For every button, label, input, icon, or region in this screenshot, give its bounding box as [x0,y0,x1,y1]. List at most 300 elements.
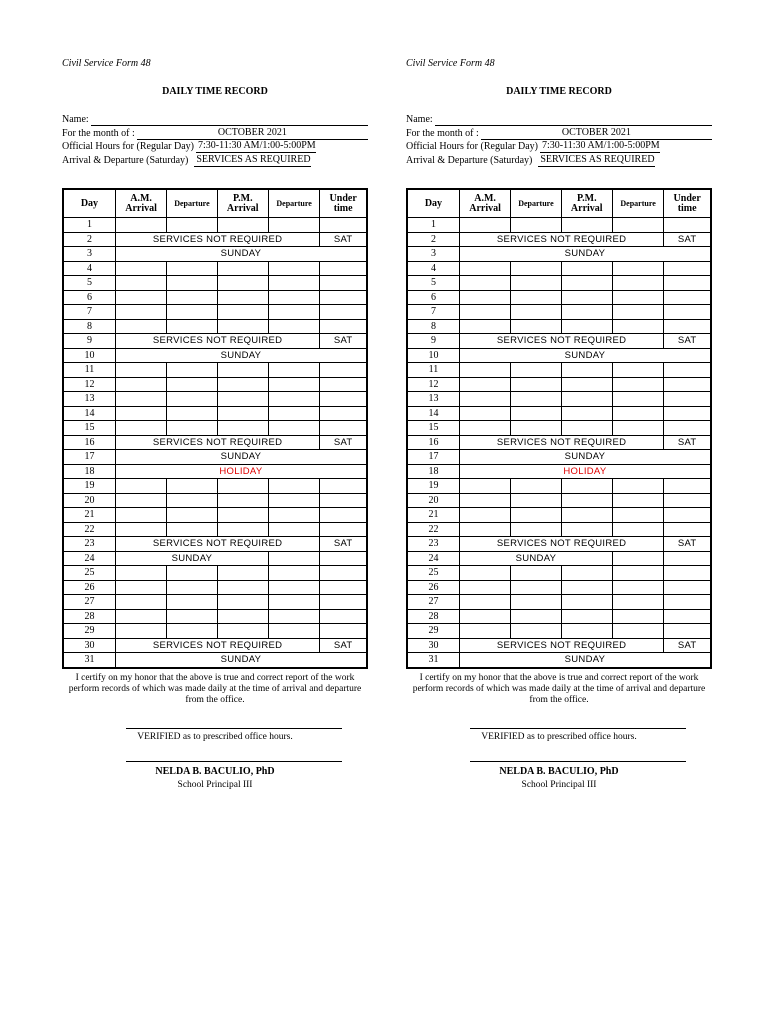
am-departure-cell[interactable] [511,493,561,508]
table-row [63,305,367,320]
pm-departure-cell[interactable] [268,508,319,523]
undertime-cell[interactable] [320,261,367,276]
table-row [63,508,367,523]
am-arrival-cell[interactable] [459,566,510,581]
pm-departure-cell[interactable] [612,595,663,610]
day-cell: 20 [407,493,459,508]
table-row [63,334,367,349]
undertime-cell[interactable] [664,493,711,508]
table-row [63,551,367,566]
pm-departure-cell[interactable] [612,218,663,233]
am-departure-cell[interactable] [511,261,561,276]
am-arrival-cell[interactable] [115,421,166,436]
status-note: SERVICES NOT REQUIRED [115,232,319,247]
pm-arrival-cell[interactable] [217,377,268,392]
undertime-cell[interactable] [664,566,711,581]
table-row [63,566,367,581]
am-arrival-cell[interactable] [115,609,166,624]
am-departure-cell[interactable] [511,624,561,639]
undertime-cell[interactable] [320,580,367,595]
saturday-row [406,154,712,168]
pm-departure-cell[interactable] [268,522,319,537]
undertime-cell[interactable] [664,276,711,291]
pm-arrival-cell[interactable] [217,276,268,291]
undertime-cell[interactable] [320,290,367,305]
pm-arrival-cell[interactable] [561,595,612,610]
official-hours-label: Official Hours for (Regular Day) [62,141,194,152]
am-departure-cell[interactable] [511,319,561,334]
am-departure-cell[interactable] [167,377,217,392]
am-departure-cell[interactable] [167,508,217,523]
undertime-cell[interactable] [664,218,711,233]
am-arrival-cell[interactable] [115,392,166,407]
am-arrival-cell[interactable] [115,624,166,639]
pm-departure-cell[interactable] [612,392,663,407]
am-departure-cell[interactable] [511,479,561,494]
am-arrival-cell[interactable] [459,276,510,291]
undertime-cell: SAT [664,537,711,552]
undertime-cell[interactable] [664,595,711,610]
pm-arrival-cell[interactable] [561,290,612,305]
day-cell: 15 [63,421,115,436]
pm-departure-cell[interactable] [612,377,663,392]
am-departure-cell[interactable] [167,493,217,508]
undertime-cell[interactable] [664,479,711,494]
am-departure-cell[interactable] [511,276,561,291]
pm-arrival-cell[interactable] [217,406,268,421]
pm-arrival-cell[interactable] [217,479,268,494]
am-departure-cell[interactable] [511,218,561,233]
table-row [407,609,711,624]
am-departure-cell[interactable] [167,595,217,610]
official-hours-row [62,140,368,154]
pm-arrival-cell[interactable] [561,609,612,624]
pm-departure-cell[interactable] [268,218,319,233]
time-record-table [62,188,368,669]
pm-arrival-cell[interactable] [217,609,268,624]
day-cell: 10 [407,348,459,363]
pm-departure-cell[interactable] [268,406,319,421]
undertime-cell[interactable] [320,508,367,523]
day-cell: 9 [63,334,115,349]
pm-departure-cell[interactable] [612,319,663,334]
am-departure-cell[interactable] [167,305,217,320]
pm-departure-cell[interactable] [268,261,319,276]
undertime-cell[interactable] [664,363,711,378]
am-departure-cell[interactable] [167,261,217,276]
official-hours-row [406,140,712,154]
am-arrival-cell[interactable] [459,377,510,392]
am-departure-cell[interactable] [167,319,217,334]
am-departure-cell[interactable] [511,580,561,595]
am-departure-cell[interactable] [511,290,561,305]
undertime-cell[interactable] [664,319,711,334]
am-arrival-cell[interactable] [115,479,166,494]
am-arrival-cell[interactable] [115,508,166,523]
employee-info [406,113,712,167]
pm-departure-cell[interactable] [612,522,663,537]
day-cell: 21 [63,508,115,523]
day-cell: 5 [407,276,459,291]
pm-departure-cell[interactable] [612,580,663,595]
table-row [407,261,711,276]
pm-departure-cell[interactable] [612,261,663,276]
pm-departure-cell[interactable] [268,609,319,624]
undertime-cell[interactable] [320,566,367,581]
pm-arrival-cell[interactable] [217,566,268,581]
am-arrival-cell[interactable] [115,218,166,233]
am-departure-cell[interactable] [511,508,561,523]
table-header-row [63,189,367,218]
table-row [407,363,711,378]
day-cell: 8 [407,319,459,334]
pm-arrival-cell[interactable] [217,522,268,537]
am-arrival-cell[interactable] [115,363,166,378]
am-departure-cell[interactable] [167,580,217,595]
form-title: DAILY TIME RECORD [506,86,612,97]
name-row [62,113,368,127]
table-row [63,595,367,610]
am-arrival-cell[interactable] [459,580,510,595]
signatory-name: NELDA B. BACULIO, PhD [499,765,619,777]
table-row [407,435,711,450]
pm-arrival-cell[interactable] [217,508,268,523]
pm-arrival-cell[interactable] [217,580,268,595]
am-arrival-cell[interactable] [459,522,510,537]
table-row [407,319,711,334]
undertime-cell: SAT [664,638,711,653]
table-row [63,290,367,305]
day-cell: 26 [63,580,115,595]
table-row [63,319,367,334]
pm-departure-cell[interactable] [268,276,319,291]
pm-arrival-cell[interactable] [217,392,268,407]
undertime-cell[interactable] [664,609,711,624]
pm-departure-cell[interactable] [268,566,319,581]
pm-departure-cell[interactable] [268,493,319,508]
undertime-cell[interactable] [664,522,711,537]
pm-departure-cell[interactable] [612,624,663,639]
undertime-cell[interactable] [664,392,711,407]
pm-arrival-cell[interactable] [561,377,612,392]
undertime-cell[interactable] [320,319,367,334]
pm-departure-cell[interactable] [612,479,663,494]
am-arrival-cell[interactable] [115,580,166,595]
pm-departure-cell[interactable] [268,624,319,639]
undertime-cell[interactable] [320,406,367,421]
table-row [63,218,367,233]
undertime-cell[interactable] [320,624,367,639]
day-cell: 28 [63,609,115,624]
pm-departure-cell[interactable] [612,566,663,581]
pm-departure-cell[interactable] [268,595,319,610]
pm-arrival-cell[interactable] [561,319,612,334]
principal-signature-line[interactable] [470,761,686,762]
am-departure-cell[interactable] [511,363,561,378]
am-departure-cell[interactable] [511,305,561,320]
day-cell: 29 [407,624,459,639]
undertime-cell: SAT [320,435,367,450]
pm-departure-cell[interactable] [268,479,319,494]
pm-departure-cell[interactable] [612,551,663,566]
table-row [63,537,367,552]
pm-arrival-cell[interactable] [217,261,268,276]
pm-arrival-cell[interactable] [561,261,612,276]
am-arrival-cell[interactable] [459,421,510,436]
pm-arrival-cell[interactable] [217,305,268,320]
table-row [63,493,367,508]
undertime-cell[interactable] [320,377,367,392]
pm-arrival-cell[interactable] [561,406,612,421]
am-arrival-cell[interactable] [459,624,510,639]
day-cell: 6 [63,290,115,305]
pm-arrival-cell[interactable] [561,218,612,233]
am-departure-cell[interactable] [167,218,217,233]
am-departure-cell[interactable] [167,406,217,421]
undertime-cell[interactable] [320,609,367,624]
status-note: SUNDAY [115,551,268,566]
pm-departure-cell[interactable] [268,363,319,378]
table-row [63,522,367,537]
am-arrival-cell[interactable] [459,261,510,276]
header-pm-arrival: P.M. Arrival [561,189,612,218]
pm-arrival-cell[interactable] [561,363,612,378]
undertime-cell[interactable] [664,261,711,276]
pm-departure-cell[interactable] [268,421,319,436]
pm-arrival-cell[interactable] [561,522,612,537]
am-arrival-cell[interactable] [459,609,510,624]
am-arrival-cell[interactable] [115,305,166,320]
pm-arrival-cell[interactable] [217,493,268,508]
am-departure-cell[interactable] [167,363,217,378]
pm-departure-cell[interactable] [268,290,319,305]
table-row [407,290,711,305]
saturday-label: Arrival & Departure (Saturday) [406,154,533,166]
am-arrival-cell[interactable] [115,261,166,276]
am-departure-cell[interactable] [167,290,217,305]
pm-arrival-cell[interactable] [217,421,268,436]
am-arrival-cell[interactable] [459,305,510,320]
undertime-cell[interactable] [664,377,711,392]
form-number: Civil Service Form 48 [406,58,495,69]
table-row [407,638,711,653]
undertime-cell[interactable] [320,421,367,436]
undertime-cell[interactable] [664,551,711,566]
undertime-cell[interactable] [320,276,367,291]
am-arrival-cell[interactable] [115,566,166,581]
am-arrival-cell[interactable] [115,290,166,305]
status-note: SUNDAY [115,247,367,262]
undertime-cell[interactable] [664,580,711,595]
signatory-title: School Principal III [177,779,253,790]
undertime-cell[interactable] [320,218,367,233]
undertime-cell[interactable] [320,363,367,378]
pm-departure-cell[interactable] [612,609,663,624]
undertime-cell[interactable] [320,595,367,610]
header-pm-arrival: P.M. Arrival [217,189,268,218]
pm-arrival-cell[interactable] [217,218,268,233]
am-departure-cell[interactable] [511,406,561,421]
day-cell: 6 [407,290,459,305]
undertime-cell[interactable] [320,305,367,320]
day-cell: 29 [63,624,115,639]
pm-departure-cell[interactable] [612,363,663,378]
verifier-signature-line[interactable] [126,728,342,729]
am-arrival-cell[interactable] [459,290,510,305]
am-departure-cell[interactable] [511,609,561,624]
am-arrival-cell[interactable] [115,595,166,610]
time-record-table [406,188,712,669]
month-row [62,127,368,141]
signatory-title: School Principal III [521,779,597,790]
am-departure-cell[interactable] [167,392,217,407]
undertime-cell[interactable] [664,406,711,421]
pm-departure-cell[interactable] [268,377,319,392]
pm-departure-cell[interactable] [268,392,319,407]
am-departure-cell[interactable] [167,421,217,436]
pm-arrival-cell[interactable] [561,392,612,407]
pm-departure-cell[interactable] [612,493,663,508]
day-cell: 11 [63,363,115,378]
pm-departure-cell[interactable] [268,305,319,320]
am-departure-cell[interactable] [511,595,561,610]
am-departure-cell[interactable] [167,609,217,624]
am-departure-cell[interactable] [167,276,217,291]
pm-arrival-cell[interactable] [561,493,612,508]
am-arrival-cell[interactable] [459,392,510,407]
saturday-value: SERVICES AS REQUIRED [196,153,311,165]
table-row [63,450,367,465]
am-arrival-cell[interactable] [115,522,166,537]
am-arrival-cell[interactable] [115,406,166,421]
am-arrival-cell[interactable] [459,319,510,334]
undertime-cell: SAT [320,638,367,653]
saturday-row [62,154,368,168]
status-note: SERVICES NOT REQUIRED [459,638,663,653]
undertime-cell[interactable] [320,551,367,566]
pm-departure-cell[interactable] [268,551,319,566]
pm-arrival-cell[interactable] [561,580,612,595]
pm-arrival-cell[interactable] [561,479,612,494]
day-cell: 17 [407,450,459,465]
header-undertime: Under time [320,189,367,218]
status-note: SERVICES NOT REQUIRED [459,435,663,450]
undertime-cell[interactable] [664,290,711,305]
undertime-cell[interactable] [320,493,367,508]
name-field[interactable] [435,113,712,126]
day-cell: 10 [63,348,115,363]
am-arrival-cell[interactable] [459,508,510,523]
pm-departure-cell[interactable] [612,305,663,320]
am-arrival-cell[interactable] [459,493,510,508]
pm-arrival-cell[interactable] [217,595,268,610]
am-departure-cell[interactable] [511,522,561,537]
pm-arrival-cell[interactable] [561,276,612,291]
header-undertime: Under time [664,189,711,218]
am-departure-cell[interactable] [167,522,217,537]
header-day: Day [407,189,459,218]
official-hours-value: 7:30-11:30 AM/1:00-5:00PM [198,140,316,151]
day-cell: 26 [407,580,459,595]
day-cell: 16 [63,435,115,450]
pm-arrival-cell[interactable] [561,566,612,581]
am-arrival-cell[interactable] [459,479,510,494]
undertime-cell[interactable] [320,522,367,537]
pm-arrival-cell[interactable] [217,363,268,378]
pm-arrival-cell[interactable] [561,421,612,436]
am-departure-cell[interactable] [167,566,217,581]
day-cell: 20 [63,493,115,508]
am-arrival-cell[interactable] [115,319,166,334]
am-departure-cell[interactable] [511,421,561,436]
am-arrival-cell[interactable] [115,377,166,392]
undertime-cell[interactable] [664,508,711,523]
pm-arrival-cell[interactable] [561,508,612,523]
status-note: SUNDAY [115,653,367,668]
table-row [407,464,711,479]
principal-signature-line[interactable] [126,761,342,762]
undertime-cell: SAT [320,537,367,552]
undertime-cell[interactable] [320,392,367,407]
am-arrival-cell[interactable] [115,493,166,508]
undertime-cell[interactable] [664,624,711,639]
am-departure-cell[interactable] [511,392,561,407]
day-cell: 23 [63,537,115,552]
pm-departure-cell[interactable] [612,508,663,523]
saturday-label: Arrival & Departure (Saturday) [62,154,189,166]
table-row [63,247,367,262]
pm-departure-cell[interactable] [268,319,319,334]
am-arrival-cell[interactable] [459,363,510,378]
status-note: SUNDAY [115,450,367,465]
day-cell: 30 [63,638,115,653]
name-field[interactable] [91,113,368,126]
dtr-form-right [406,58,712,790]
am-departure-cell[interactable] [167,624,217,639]
undertime-cell[interactable] [320,479,367,494]
header-pm-departure: Departure [612,189,663,218]
am-arrival-cell[interactable] [459,406,510,421]
pm-departure-cell[interactable] [612,406,663,421]
pm-arrival-cell[interactable] [217,290,268,305]
pm-departure-cell[interactable] [612,290,663,305]
pm-departure-cell[interactable] [612,421,663,436]
pm-arrival-cell[interactable] [217,319,268,334]
table-row [407,406,711,421]
pm-departure-cell[interactable] [612,276,663,291]
am-departure-cell[interactable] [511,566,561,581]
am-departure-cell[interactable] [511,377,561,392]
pm-arrival-cell[interactable] [561,305,612,320]
official-hours-label: Official Hours for (Regular Day) [406,141,538,152]
pm-arrival-cell[interactable] [217,624,268,639]
undertime-cell[interactable] [664,305,711,320]
am-departure-cell[interactable] [167,479,217,494]
day-cell: 18 [63,464,115,479]
status-note: SERVICES NOT REQUIRED [459,537,663,552]
am-arrival-cell[interactable] [115,276,166,291]
am-arrival-cell[interactable] [459,218,510,233]
undertime-cell[interactable] [664,421,711,436]
day-cell: 7 [63,305,115,320]
am-arrival-cell[interactable] [459,595,510,610]
day-cell: 24 [407,551,459,566]
pm-arrival-cell[interactable] [561,624,612,639]
status-note: SUNDAY [459,247,711,262]
day-cell: 11 [407,363,459,378]
pm-departure-cell[interactable] [268,580,319,595]
verifier-signature-line[interactable] [470,728,686,729]
